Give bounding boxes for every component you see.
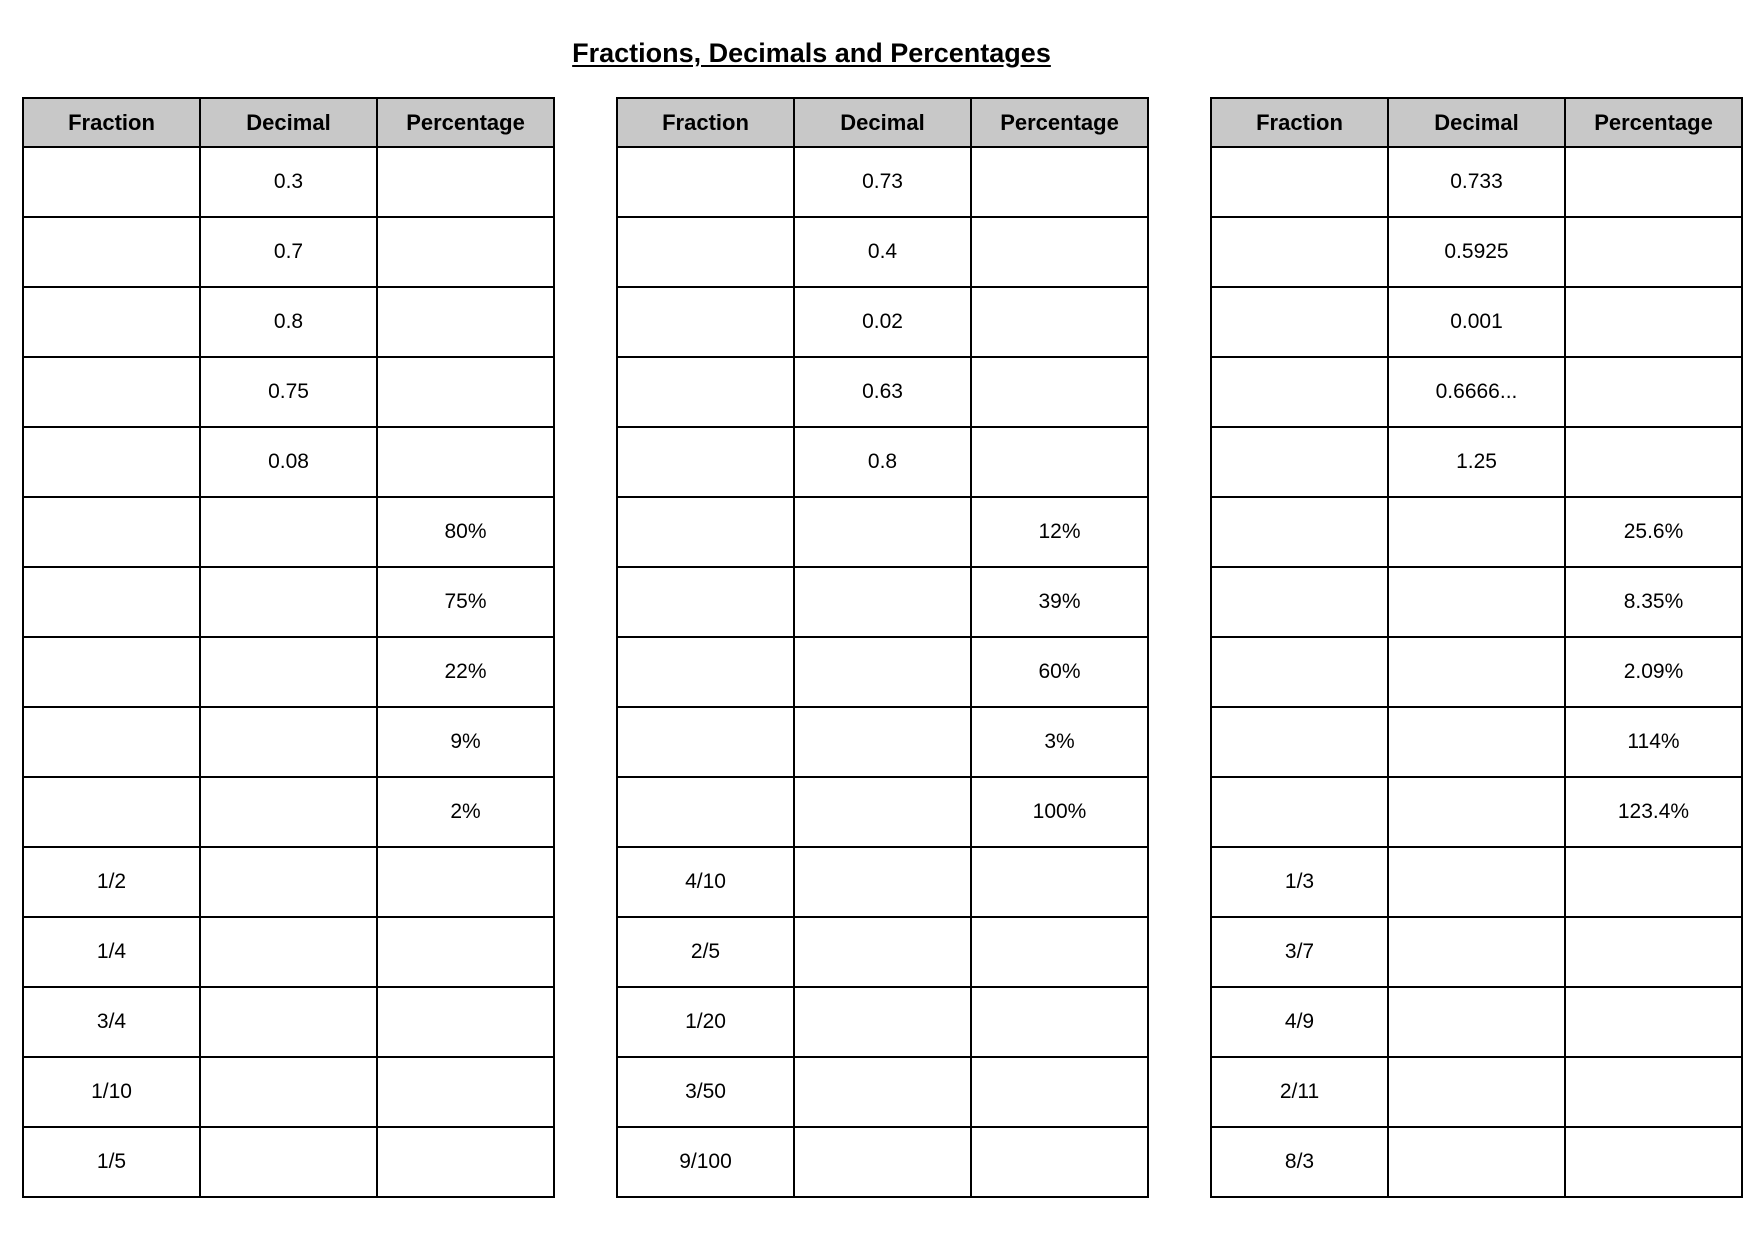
decimal-cell <box>200 707 377 777</box>
decimal-cell <box>200 777 377 847</box>
table-row <box>617 707 1148 777</box>
table-row <box>1211 707 1742 777</box>
table-row <box>23 847 554 917</box>
fraction-cell <box>617 567 794 637</box>
fraction-cell <box>23 637 200 707</box>
table-row <box>617 1057 1148 1127</box>
percentage-cell <box>377 1127 554 1197</box>
decimal-cell: 0.6666... <box>1388 357 1565 427</box>
percentage-cell: 75% <box>377 567 554 637</box>
percentage-cell <box>1565 917 1742 987</box>
table-row <box>617 917 1148 987</box>
table-row <box>23 567 554 637</box>
decimal-cell <box>200 1127 377 1197</box>
conversion-table-1 <box>22 97 555 1198</box>
table-row <box>1211 777 1742 847</box>
table-row <box>617 777 1148 847</box>
fraction-column-header: Fraction <box>23 98 200 147</box>
percentage-cell: 114% <box>1565 707 1742 777</box>
table-row <box>23 777 554 847</box>
decimal-cell: 0.7 <box>200 217 377 287</box>
decimal-cell <box>1388 637 1565 707</box>
table-row <box>23 427 554 497</box>
decimal-cell: 0.8 <box>794 427 971 497</box>
fraction-cell <box>617 777 794 847</box>
fraction-cell <box>23 217 200 287</box>
fraction-cell <box>617 427 794 497</box>
table-row <box>1211 567 1742 637</box>
table-row <box>23 497 554 567</box>
decimal-cell <box>1388 567 1565 637</box>
percentage-cell: 9% <box>377 707 554 777</box>
fraction-cell: 1/3 <box>1211 847 1388 917</box>
table-row <box>23 1057 554 1127</box>
fraction-cell: 4/10 <box>617 847 794 917</box>
percentage-cell <box>971 917 1148 987</box>
header-row <box>617 98 1148 147</box>
percentage-cell <box>1565 147 1742 217</box>
decimal-cell <box>1388 707 1565 777</box>
fraction-cell: 2/5 <box>617 917 794 987</box>
percentage-cell <box>1565 1057 1742 1127</box>
decimal-cell <box>1388 1057 1565 1127</box>
header-row <box>1211 98 1742 147</box>
decimal-cell: 0.8 <box>200 287 377 357</box>
fraction-cell <box>617 497 794 567</box>
table-row <box>617 497 1148 567</box>
fraction-cell: 1/2 <box>23 847 200 917</box>
percentage-cell: 123.4% <box>1565 777 1742 847</box>
percentage-cell <box>971 357 1148 427</box>
fraction-cell: 4/9 <box>1211 987 1388 1057</box>
table-row <box>617 287 1148 357</box>
fraction-cell <box>617 147 794 217</box>
fraction-cell <box>23 567 200 637</box>
decimal-cell <box>1388 777 1565 847</box>
table-row <box>1211 1127 1742 1197</box>
fraction-cell <box>23 777 200 847</box>
fraction-cell <box>23 287 200 357</box>
percentage-cell: 22% <box>377 637 554 707</box>
decimal-cell <box>1388 847 1565 917</box>
decimal-cell <box>1388 1127 1565 1197</box>
table-row <box>23 147 554 217</box>
decimal-cell <box>1388 987 1565 1057</box>
decimal-cell: 0.3 <box>200 147 377 217</box>
table-row <box>23 917 554 987</box>
percentage-cell: 12% <box>971 497 1148 567</box>
table-row <box>617 1127 1148 1197</box>
percentage-cell <box>971 1057 1148 1127</box>
percentage-cell <box>971 847 1148 917</box>
percentage-cell <box>971 987 1148 1057</box>
decimal-cell <box>1388 497 1565 567</box>
table-row <box>1211 357 1742 427</box>
fraction-cell <box>23 357 200 427</box>
percentage-cell: 80% <box>377 497 554 567</box>
decimal-cell <box>1388 917 1565 987</box>
fraction-cell <box>1211 567 1388 637</box>
decimal-cell <box>794 637 971 707</box>
decimal-cell <box>794 847 971 917</box>
fraction-cell <box>1211 287 1388 357</box>
fraction-cell: 1/5 <box>23 1127 200 1197</box>
decimal-cell <box>794 917 971 987</box>
percentage-cell <box>1565 217 1742 287</box>
percentage-cell <box>971 147 1148 217</box>
fraction-cell: 1/20 <box>617 987 794 1057</box>
percentage-cell <box>1565 287 1742 357</box>
table-row <box>23 287 554 357</box>
fraction-cell: 9/100 <box>617 1127 794 1197</box>
percentage-cell: 8.35% <box>1565 567 1742 637</box>
table-row <box>617 847 1148 917</box>
fraction-cell <box>23 147 200 217</box>
percentage-cell: 3% <box>971 707 1148 777</box>
percentage-cell: 39% <box>971 567 1148 637</box>
fraction-column-header: Fraction <box>1211 98 1388 147</box>
fraction-cell <box>1211 497 1388 567</box>
percentage-column-header: Percentage <box>1565 98 1742 147</box>
decimal-cell <box>794 987 971 1057</box>
conversion-table-2 <box>616 97 1149 1198</box>
table-row <box>617 637 1148 707</box>
decimal-cell <box>794 777 971 847</box>
percentage-cell <box>377 917 554 987</box>
percentage-cell: 60% <box>971 637 1148 707</box>
fraction-cell: 1/4 <box>23 917 200 987</box>
decimal-cell: 0.63 <box>794 357 971 427</box>
decimal-column-header: Decimal <box>794 98 971 147</box>
percentage-cell <box>377 147 554 217</box>
fraction-cell <box>617 357 794 427</box>
fraction-cell <box>617 637 794 707</box>
table-row <box>617 217 1148 287</box>
table-row <box>1211 147 1742 217</box>
table-row <box>23 217 554 287</box>
fraction-cell: 2/11 <box>1211 1057 1388 1127</box>
percentage-cell <box>971 287 1148 357</box>
decimal-cell: 0.5925 <box>1388 217 1565 287</box>
fraction-cell <box>1211 427 1388 497</box>
table-row <box>23 357 554 427</box>
fraction-cell: 3/50 <box>617 1057 794 1127</box>
percentage-cell <box>971 427 1148 497</box>
fraction-cell <box>1211 637 1388 707</box>
fraction-cell <box>1211 707 1388 777</box>
percentage-cell <box>1565 1127 1742 1197</box>
percentage-cell <box>1565 987 1742 1057</box>
percentage-cell: 2% <box>377 777 554 847</box>
table-row <box>617 357 1148 427</box>
decimal-cell: 0.4 <box>794 217 971 287</box>
table-row <box>1211 917 1742 987</box>
percentage-cell <box>971 1127 1148 1197</box>
table-row <box>1211 287 1742 357</box>
fraction-cell <box>617 287 794 357</box>
table-row <box>1211 987 1742 1057</box>
percentage-cell <box>377 427 554 497</box>
table-row <box>1211 847 1742 917</box>
fraction-column-header: Fraction <box>617 98 794 147</box>
decimal-column-header: Decimal <box>1388 98 1565 147</box>
percentage-cell <box>377 357 554 427</box>
decimal-cell <box>794 567 971 637</box>
decimal-cell: 0.08 <box>200 427 377 497</box>
percentage-cell: 25.6% <box>1565 497 1742 567</box>
table-row <box>617 987 1148 1057</box>
percentage-cell <box>377 847 554 917</box>
worksheet-title: Fractions, Decimals and Percentages <box>572 38 1051 68</box>
table-row <box>1211 427 1742 497</box>
percentage-cell <box>377 287 554 357</box>
fraction-cell <box>1211 777 1388 847</box>
fraction-cell <box>617 707 794 777</box>
table-row <box>617 147 1148 217</box>
percentage-cell: 100% <box>971 777 1148 847</box>
decimal-cell: 0.75 <box>200 357 377 427</box>
percentage-cell <box>377 987 554 1057</box>
percentage-cell <box>971 217 1148 287</box>
table-row <box>23 1127 554 1197</box>
table-row <box>617 567 1148 637</box>
fraction-cell <box>1211 357 1388 427</box>
table-row <box>1211 637 1742 707</box>
decimal-cell: 0.02 <box>794 287 971 357</box>
fraction-cell: 1/10 <box>23 1057 200 1127</box>
decimal-cell: 0.001 <box>1388 287 1565 357</box>
header-row <box>23 98 554 147</box>
table-row <box>23 987 554 1057</box>
decimal-cell <box>794 1057 971 1127</box>
percentage-cell <box>1565 427 1742 497</box>
fraction-cell: 3/4 <box>23 987 200 1057</box>
fraction-cell <box>23 427 200 497</box>
fraction-cell: 8/3 <box>1211 1127 1388 1197</box>
fraction-cell <box>1211 147 1388 217</box>
percentage-cell <box>1565 357 1742 427</box>
fraction-cell: 3/7 <box>1211 917 1388 987</box>
percentage-cell: 2.09% <box>1565 637 1742 707</box>
table-row <box>23 637 554 707</box>
decimal-cell <box>200 637 377 707</box>
decimal-cell <box>200 497 377 567</box>
fraction-cell <box>23 707 200 777</box>
decimal-cell: 0.73 <box>794 147 971 217</box>
percentage-cell <box>377 1057 554 1127</box>
percentage-cell <box>377 217 554 287</box>
percentage-column-header: Percentage <box>377 98 554 147</box>
table-row <box>23 707 554 777</box>
conversion-table-3 <box>1210 97 1743 1198</box>
table-row <box>1211 217 1742 287</box>
table-row <box>1211 1057 1742 1127</box>
table-row <box>617 427 1148 497</box>
decimal-cell <box>200 1057 377 1127</box>
decimal-cell <box>794 707 971 777</box>
fraction-cell <box>1211 217 1388 287</box>
decimal-cell <box>200 567 377 637</box>
decimal-cell: 0.733 <box>1388 147 1565 217</box>
decimal-cell <box>200 917 377 987</box>
decimal-cell <box>794 497 971 567</box>
decimal-column-header: Decimal <box>200 98 377 147</box>
table-row <box>1211 497 1742 567</box>
percentage-column-header: Percentage <box>971 98 1148 147</box>
decimal-cell: 1.25 <box>1388 427 1565 497</box>
fraction-cell <box>23 497 200 567</box>
decimal-cell <box>200 847 377 917</box>
decimal-cell <box>200 987 377 1057</box>
percentage-cell <box>1565 847 1742 917</box>
decimal-cell <box>794 1127 971 1197</box>
fraction-cell <box>617 217 794 287</box>
